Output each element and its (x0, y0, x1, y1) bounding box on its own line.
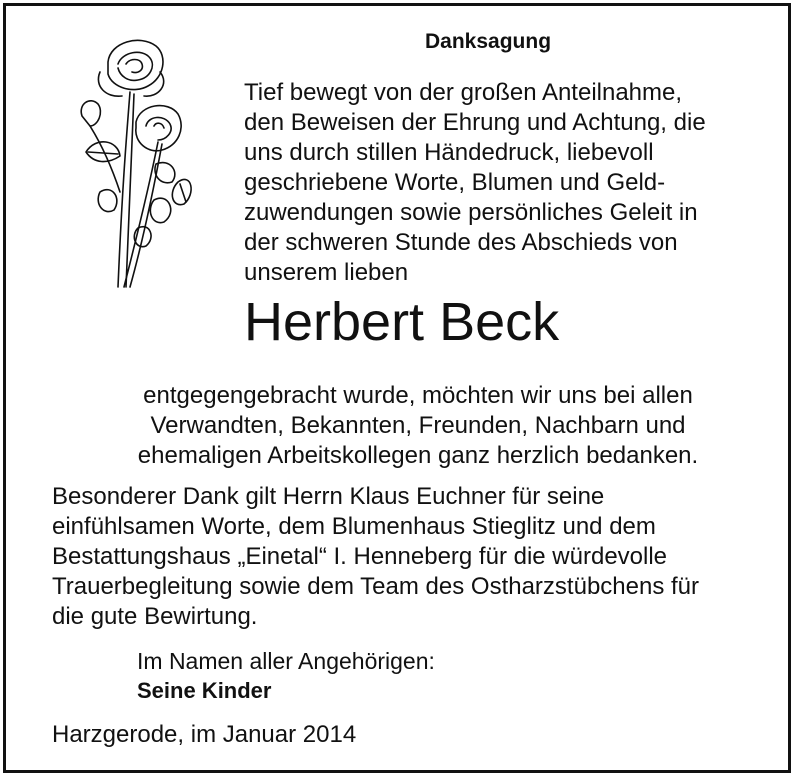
intro-line: geschriebene Worte, Blumen und Geld- (244, 169, 666, 196)
intro-line: zuwendungen sowie persönliches Geleit in (244, 199, 698, 226)
paragraph-line: die gute Bewirtung. (52, 603, 258, 630)
closing-line: Im Namen aller Angehörigen: (137, 648, 435, 674)
paragraph-line: Verwandten, Bekannten, Freunden, Nachbarn und (150, 412, 686, 439)
thanks-paragraph (108, 381, 728, 471)
place-date: Harzgerode, im Januar 2014 (52, 721, 357, 748)
intro-text (244, 78, 764, 288)
special-thanks-paragraph (52, 482, 772, 632)
deceased-name: Herbert Beck (244, 292, 560, 352)
signature: Seine Kinder (137, 678, 272, 703)
paragraph-line: Bestattungshaus „Einetal“ I. Henneberg für die würdevolle (52, 543, 668, 570)
intro-line: unserem lieben (244, 259, 409, 286)
paragraph-line: einfühlsamen Worte, dem Blumenhaus Stieglitz und dem (52, 513, 656, 540)
intro-line: uns durch stillen Händedruck, liebevoll (244, 139, 654, 166)
paragraph-line: entgegengebracht wurde, möchten wir uns bei allen (143, 382, 693, 409)
intro-line: Tief bewegt von der großen Anteilnahme, (244, 79, 683, 106)
intro-line: den Beweisen der Ehrung und Achtung, die (244, 109, 706, 136)
paragraph-line: Besonderer Dank gilt Herrn Klaus Euchner für seine (52, 483, 605, 510)
notice-heading: Danksagung (425, 30, 552, 53)
rose-icon (60, 32, 200, 292)
paragraph-line: Trauerbegleitung sowie dem Team des Ostharzstübchens für (52, 573, 700, 600)
paragraph-line: ehemaligen Arbeitskollegen ganz herzlich bedanken. (137, 442, 699, 469)
intro-line: der schweren Stunde des Abschieds von (244, 229, 678, 256)
